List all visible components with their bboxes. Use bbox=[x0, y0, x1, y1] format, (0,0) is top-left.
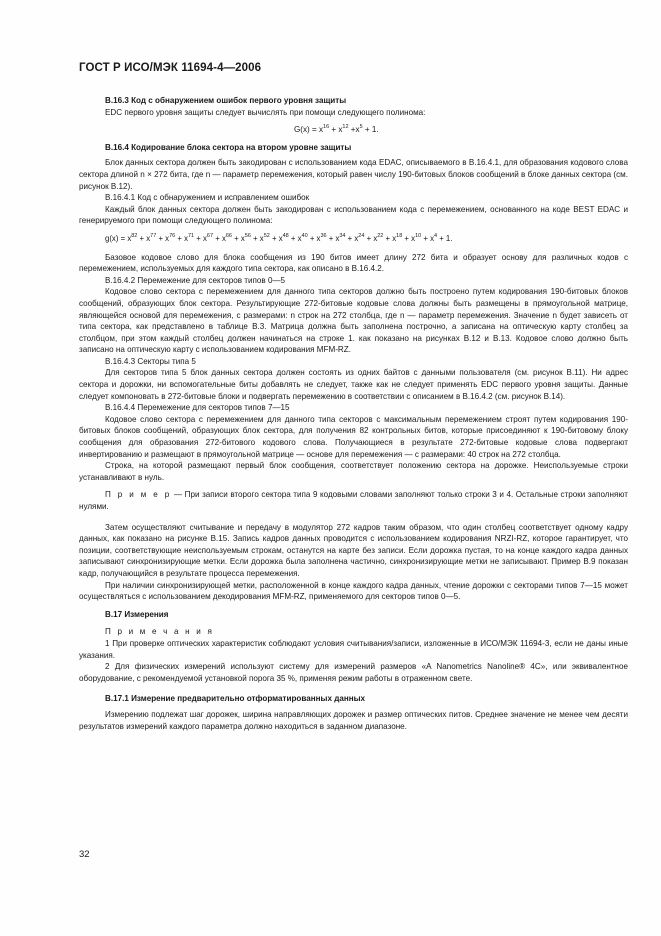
formula-operator: + bbox=[383, 233, 393, 243]
paragraph: Затем осуществляют считывание и передачу в модулятор 272 кадров таким образом, что один столбец соответствует одному кадру данных, как показано на рисунке B.15. Запись кадров данных проводится с использованием кодирования NRZI-RZ, которое гарантирует, что позиции, соответствующие неиспользуемым строкам, останутся на карте без записи. Если дорожка пустая, то на конце каждого кадра данных записывают синхронизирующие метки. Если дорожка была заполнена частично, синхронизирующие метки не записывают. Пример B.9 показан кадр, получающийся в результате процесса перемежения. bbox=[79, 522, 628, 578]
paragraph: Каждый блок данных сектора должен быть закодирован с использованием кода с перемежением, основанного на коде BEST EDAC и генерируемого при помощи следующего полинома: bbox=[79, 204, 628, 226]
formula-operator: + bbox=[156, 233, 166, 243]
formula-exponent: 76 bbox=[169, 232, 176, 239]
formula-operator: + bbox=[269, 233, 279, 243]
formula-exponent: 66 bbox=[225, 232, 232, 239]
paragraph: Для секторов типа 5 блок данных сектора должен состоять из одних байтов с данными пользователя (см. рисунок B.11). Ни адрес сектора и дорожки, ни вспомогательные биты добавлять не следует, также как не следует применять EDC первого уровня защиты. Данные следует компоновать в 272-битовые блоки и подвергать перемежению в соответствии с описанием в B.16.4.2 (см. рисунок B.14). bbox=[79, 368, 628, 401]
subsection-heading-b16-4-4: B.16.4.4 Перемежение для секторов типов 7—15 bbox=[105, 403, 290, 413]
paragraph: При наличии синхронизирующей метки, расположенной в конце каждого кадра данных, чтение дорожки с секторами типов 7—15 может осуществляться с использованием декодирования MFM-RZ, применяемого для секторов типов 0—5. bbox=[79, 580, 628, 602]
formula-operator: + 1. bbox=[437, 233, 453, 243]
formula-operator: + bbox=[175, 233, 185, 243]
formula-term-base: x bbox=[240, 233, 245, 243]
formula-term-base: x bbox=[392, 233, 397, 243]
section-heading-b16-4: B.16.4 Кодирование блока сектора на втором уровне защиты bbox=[105, 142, 352, 152]
paragraph: Кодовое слово сектора с перемежением для данного типа секторов должно быть построено путем кодирования 190-битовых блоков сообщений, образующих блок сектора. Результирующие 272-битовые кодовые слова должны быть размещены в прямоугольной матрице, являющейся основой для перемежения, с размерами: n строк на 272 столбца, где n — параметр перемежения. Значение n будет зависеть от типа сектора, как представлено в таблице B.3. Матрица должна быть заполнена построчно, а записана на оптическую карту столбец за столбцом, при этом каждый столбец должен начинаться на строке 1. как показано на рисунках B.12 и B.13. Кодовое слово должно быть записано на оптическую карту с использованием кодирования MFM-RZ. bbox=[79, 287, 628, 355]
formula-edc-polynomial bbox=[79, 124, 628, 136]
formula-operator: + bbox=[307, 233, 317, 243]
formula-exponent: 56 bbox=[244, 232, 251, 239]
formula-exponent: 40 bbox=[301, 232, 308, 239]
formula-term-base: x bbox=[430, 233, 434, 243]
formula-edac-polynomial bbox=[79, 233, 628, 245]
formula-term-base: x bbox=[146, 233, 151, 243]
paragraph: Строка, на которой размещают первый блок сообщения, соответствует положению сектора на дорожке. Неиспользуемые строки устанавливают в нуль. bbox=[79, 461, 628, 482]
formula-term-base: x bbox=[221, 233, 226, 243]
formula-term-base: x bbox=[373, 233, 378, 243]
formula-exponent: 5 bbox=[359, 124, 363, 131]
subsection-heading-b16-4-1: B.16.4.1 Код с обнаружением и исправлением ошибок bbox=[105, 193, 310, 203]
formula-term-base: x bbox=[297, 233, 302, 243]
formula-exponent: 77 bbox=[150, 232, 157, 239]
formula-term-base: x bbox=[354, 233, 359, 243]
paragraph: EDC первого уровня защиты следует вычислять при помощи следующего полинома: bbox=[105, 107, 426, 117]
formula-operator: + bbox=[402, 233, 412, 243]
section-heading-b17-1: B.17.1 Измерение предварительно отформатированных данных bbox=[105, 694, 366, 704]
formula-exponent: 48 bbox=[282, 232, 289, 239]
formula-operator: + bbox=[250, 233, 260, 243]
formula-exponent: 52 bbox=[263, 232, 270, 239]
note-2: 2 Для физических измерений используют систему для измерений размеров «A Nanometrics Nanoline® 4C», или эквивалентное оборудование, с рекомендуемой установкой порога 35 %, применяя режим работы в отраженном свете. bbox=[79, 662, 628, 683]
formula-operator: + bbox=[137, 233, 147, 243]
formula-operator: + bbox=[364, 233, 374, 243]
subsection-heading-b16-4-2: B.16.4.2 Перемежение для секторов типов 0—5 bbox=[105, 275, 286, 285]
section-heading-b16-3: B.16.3 Код с обнаружением ошибок первого уровня защиты bbox=[105, 96, 347, 105]
page-header-title: ГОСТ Р ИСО/МЭК 11694-4—2006 bbox=[79, 62, 262, 74]
notes-label: П р и м е ч а н и я bbox=[105, 627, 215, 637]
formula-term-base: x bbox=[335, 233, 340, 243]
formula-exponent: 10 bbox=[415, 232, 422, 239]
paragraph: Блок данных сектора должен быть закодирован с использованием кода EDAC, описываемого в B.16.4.1, для образования кодового слова сектора длиной n × 272 бита, где n — параметр перемежения, который равен числу 190-битовых блоков сообщений в блоке данных сектора (см. рисунок B.12). bbox=[79, 158, 628, 191]
formula-part: g(x) = bbox=[105, 233, 128, 243]
formula-exponent: 71 bbox=[188, 232, 195, 239]
formula-part: + 1. bbox=[362, 125, 379, 135]
formula-part: +x bbox=[348, 125, 360, 135]
formula-exponent: 18 bbox=[396, 232, 403, 239]
formula-exponent: 16 bbox=[323, 124, 330, 131]
subsection-heading-b16-4-3: B.16.4.3 Секторы типа 5 bbox=[105, 356, 196, 366]
formula-operator: + bbox=[326, 233, 336, 243]
formula-part: + x bbox=[329, 125, 343, 135]
paragraph: Кодовое слово сектора с перемежением для данного типа секторов с максимальным перемежением строят путем кодирования 190-битовых блоков сообщений, образующих блок сектора, для получения 82 контрольных битов, которые присоединяют к 190-битовому блоку сообщения для образования 272-битового кодового слова. Получающиеся в результате 272-битовые кодовые слова подвергают инвертированию и размещают в прямоугольной матрице — основе для перемежения — с размерами: 40 строк на 272 столбца. bbox=[79, 414, 628, 459]
formula-term-base: x bbox=[316, 233, 321, 243]
formula-exponent: 12 bbox=[342, 124, 349, 131]
example-note bbox=[79, 489, 628, 512]
paragraph: Базовое кодовое слово для блока сообщения из 190 битов имеет длину 272 бита и образует основу для различных кодов с перемежением, используемых для каждого типа сектора, как описано в B.16.4.2. bbox=[79, 252, 628, 274]
formula-exponent: 22 bbox=[377, 232, 384, 239]
formula-operator: + bbox=[231, 233, 241, 243]
formula-exponent: 82 bbox=[131, 232, 138, 239]
formula-term-base: x bbox=[203, 233, 207, 243]
formula-term-base: x bbox=[184, 233, 188, 243]
formula-exponent: 36 bbox=[320, 232, 327, 239]
formula-term-base: x bbox=[259, 233, 264, 243]
example-text: — При записи второго сектора типа 9 кодовыми словами заполняют только строки 3 и 4. Остальные строки заполняют нулями. bbox=[79, 490, 628, 511]
paragraph: Измерению подлежат шаг дорожек, ширина направляющих дорожек и размер оптических питов. Среднее значение не менее чем десяти результатов измерений каждого параметра должно находиться в заданном диапазоне. bbox=[79, 709, 628, 731]
example-label: П р и м е р bbox=[105, 490, 172, 500]
section-heading-b17: B.17 Измерения bbox=[105, 609, 169, 619]
formula-exponent: 34 bbox=[339, 232, 346, 239]
formula-operator: + bbox=[194, 233, 204, 243]
formula-term-base: x bbox=[411, 233, 416, 243]
formula-operator: + bbox=[421, 233, 431, 243]
formula-operator: + bbox=[213, 233, 222, 243]
formula-operator: + bbox=[288, 233, 298, 243]
document-body bbox=[79, 95, 628, 732]
formula-exponent: 24 bbox=[358, 232, 365, 239]
formula-part: G(x) = x bbox=[294, 125, 324, 135]
formula-exponent: 67 bbox=[206, 232, 214, 239]
formula-term-base: x bbox=[127, 233, 132, 243]
note-1: 1 При проверке оптических характеристик соблюдают условия считывания/записи, изложенные в ИСО/МЭК 11694-3, если не даны иные указания. bbox=[79, 638, 628, 660]
formula-term-base: x bbox=[278, 233, 283, 243]
page-number: 32 bbox=[79, 849, 90, 860]
formula-operator: + bbox=[345, 233, 355, 243]
formula-term-base: x bbox=[165, 233, 170, 243]
formula-exponent: 4 bbox=[433, 232, 438, 239]
